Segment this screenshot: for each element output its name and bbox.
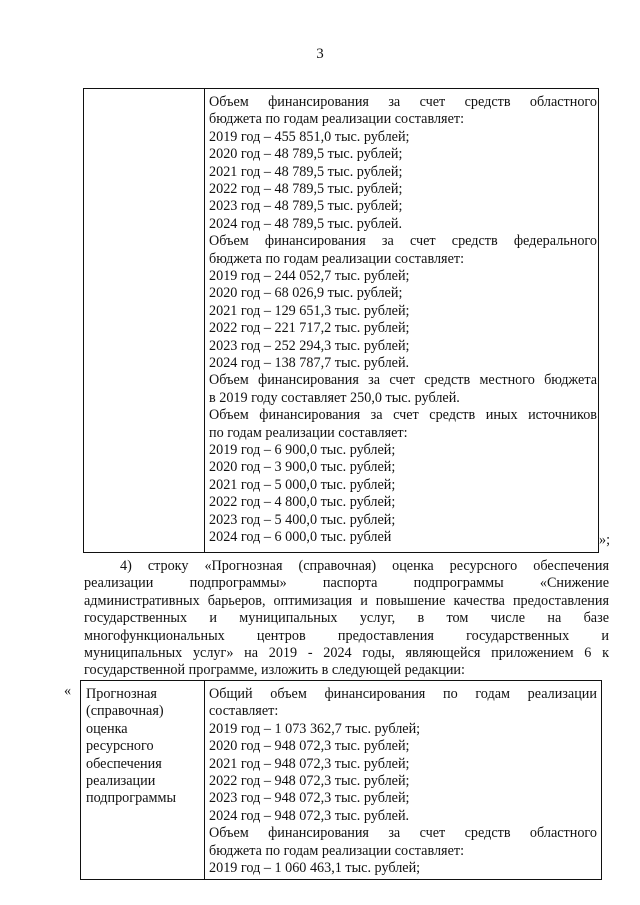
text-line: Объем финансирования за счет средств местного бюджета — [209, 372, 597, 389]
table-column-divider — [204, 88, 205, 553]
text-line: 2021 год – 48 789,5 тыс. рублей; — [209, 163, 403, 180]
text-line: бюджета по годам реализации составляет: — [209, 250, 465, 267]
table-column-divider-2 — [204, 680, 205, 880]
text-line: Объем финансирования за счет средств областного — [209, 825, 597, 842]
text-line: 2023 год – 5 400,0 тыс. рублей; — [209, 511, 396, 528]
text-line: подпрограммы — [86, 790, 176, 807]
text-line: 4) строку «Прогнозная (справочная) оценка ресурсного обеспечения — [120, 558, 609, 574]
text-line: реализации подпрограммы» паспорта подпрограммы «Снижение — [84, 575, 609, 592]
text-line: 2021 год – 129 651,3 тыс. рублей; — [209, 302, 410, 319]
text-line: государственной программе, изложить в следующей редакции: — [84, 662, 465, 679]
text-line: ресурсного — [86, 738, 154, 755]
text-line: Прогнозная — [86, 686, 157, 702]
text-line: (справочная) — [86, 703, 164, 720]
text-line: муниципальных услуг» на 2019 - 2024 годы, являющейся приложением 6 к — [84, 645, 609, 661]
text-line: 2019 год – 6 900,0 тыс. рублей; — [209, 442, 396, 458]
text-line: 2023 год – 252 294,3 тыс. рублей; — [209, 337, 410, 354]
text-line: бюджета по годам реализации составляет: — [209, 842, 465, 859]
text-line: по годам реализации составляет: — [209, 424, 408, 441]
text-line: Объем финансирования за счет средств иных источников — [209, 407, 597, 424]
text-line: обеспечения — [86, 755, 162, 772]
text-line: 2021 год – 5 000,0 тыс. рублей; — [209, 476, 396, 493]
text-line: административных барьеров, оптимизация и повышение качества предоставления — [84, 592, 609, 609]
text-line: 2024 год – 948 072,3 тыс. рублей. — [209, 807, 410, 824]
text-line: 2022 год – 948 072,3 тыс. рублей; — [209, 773, 410, 789]
text-line: 2022 год – 48 789,5 тыс. рублей; — [209, 181, 403, 197]
text-line: 2022 год – 4 800,0 тыс. рублей; — [209, 494, 396, 511]
text-line: многофункциональных центров предоставления государственных и — [84, 627, 609, 644]
text-line: 2020 год – 948 072,3 тыс. рублей; — [209, 738, 410, 755]
text-line: 2024 год – 138 787,7 тыс. рублей. — [209, 355, 410, 371]
text-line: 2020 год – 48 789,5 тыс. рублей; — [209, 146, 403, 163]
text-line: в 2019 году составляет 250,0 тыс. рублей. — [209, 389, 460, 406]
text-line: Объем финансирования за счет средств областного — [209, 94, 597, 110]
text-line: 2021 год – 948 072,3 тыс. рублей; — [209, 755, 410, 772]
text-line: бюджета по годам реализации составляет: — [209, 111, 465, 128]
text-line: 2019 год – 1 073 362,7 тыс. рублей; — [209, 720, 421, 737]
text-line: 2023 год – 48 789,5 тыс. рублей; — [209, 198, 403, 215]
page-number: 3 — [316, 46, 324, 62]
text-line: 2019 год – 1 060 463,1 тыс. рублей; — [209, 860, 421, 876]
text-line: Общий объем финансирования по годам реализации — [209, 686, 597, 702]
text-line: составляет: — [209, 703, 279, 720]
closing-quote-mark: »; — [599, 532, 611, 548]
text-line: 2020 год – 68 026,9 тыс. рублей; — [209, 285, 403, 302]
text-line: 2023 год – 948 072,3 тыс. рублей; — [209, 790, 410, 807]
text-line: 2020 год – 3 900,0 тыс. рублей; — [209, 459, 396, 476]
text-line: реализации — [86, 773, 156, 789]
text-line: 2024 год – 48 789,5 тыс. рублей. — [209, 215, 402, 232]
text-line: оценка — [86, 720, 128, 737]
text-line: государственных и муниципальных услуг, в том числе на базе — [84, 610, 609, 627]
text-line: 2019 год – 455 851,0 тыс. рублей; — [209, 128, 410, 145]
opening-quote-mark: « — [64, 683, 72, 699]
text-line: Объем финансирования за счет средств федерального — [209, 233, 597, 250]
text-line: 2024 год – 6 000,0 тыс. рублей — [209, 529, 392, 545]
text-line: 2022 год – 221 717,2 тыс. рублей; — [209, 320, 410, 337]
text-line: 2019 год – 244 052,7 тыс. рублей; — [209, 268, 410, 284]
